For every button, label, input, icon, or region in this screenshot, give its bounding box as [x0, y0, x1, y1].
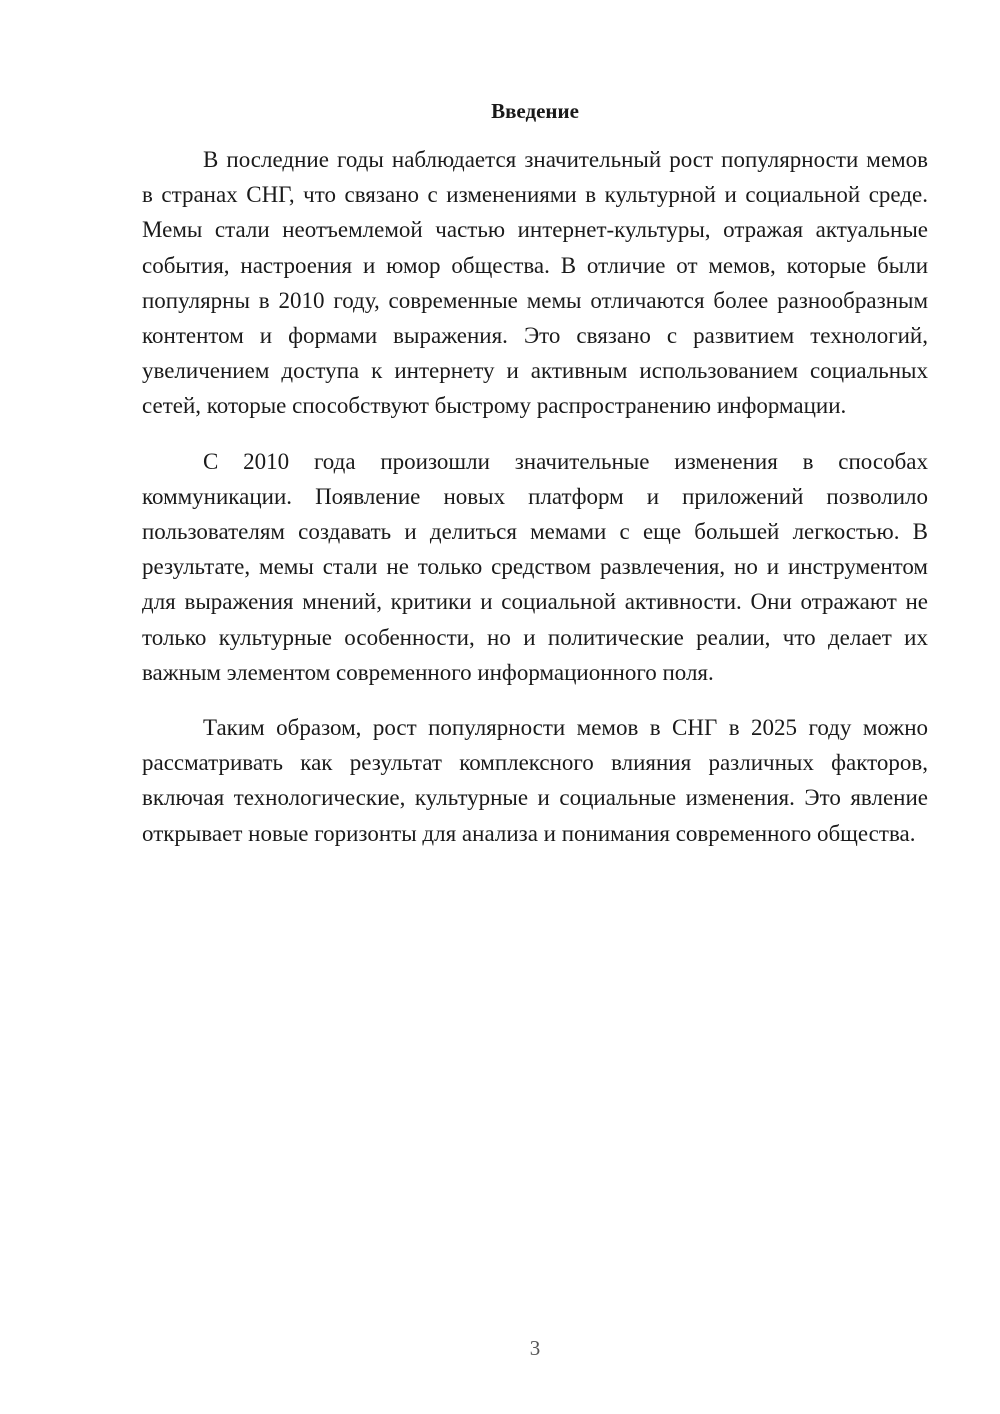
section-title: Введение [491, 99, 579, 123]
page-number: 3 [529, 1336, 541, 1360]
paragraph-2: С 2010 года произошли значительные изменения в способах коммуникации. Появление новых платформ и приложений позволило пользователям создавать и делиться мемами с еще большей легкостью. В результате, мемы стали не только средством развлечения, но и инструментом для выражения мнений, критики и социальной активности. Они отражают не только культурные особенности, но и политические реалии, что делает их важным элементом современного информационного поля. [142, 448, 928, 685]
body-text [142, 142, 928, 871]
paragraph-1: В последние годы наблюдается значительный рост популярности мемов в странах СНГ, что связано с изменениями в культурной и социальной среде. Мемы стали неотъемлемой частью интернет-культуры, отражая актуальные события, настроения и юмор общества. В отличие от мемов, которые были популярны в 2010 году, современные мемы отличаются более разнообразным контентом и формами выражения. Это связано с развитием технологий, увеличением доступа к интернету и активным использованием социальных сетей, которые способствуют быстрому распространению информации. [142, 147, 928, 419]
paragraph-3: Таким образом, рост популярности мемов в СНГ в 2025 году можно рассматривать как результат комплексного влияния различных факторов, включая технологические, культурные и социальные изменения. Это явление открывает новые горизонты для анализа и понимания современного общества. [142, 715, 928, 846]
